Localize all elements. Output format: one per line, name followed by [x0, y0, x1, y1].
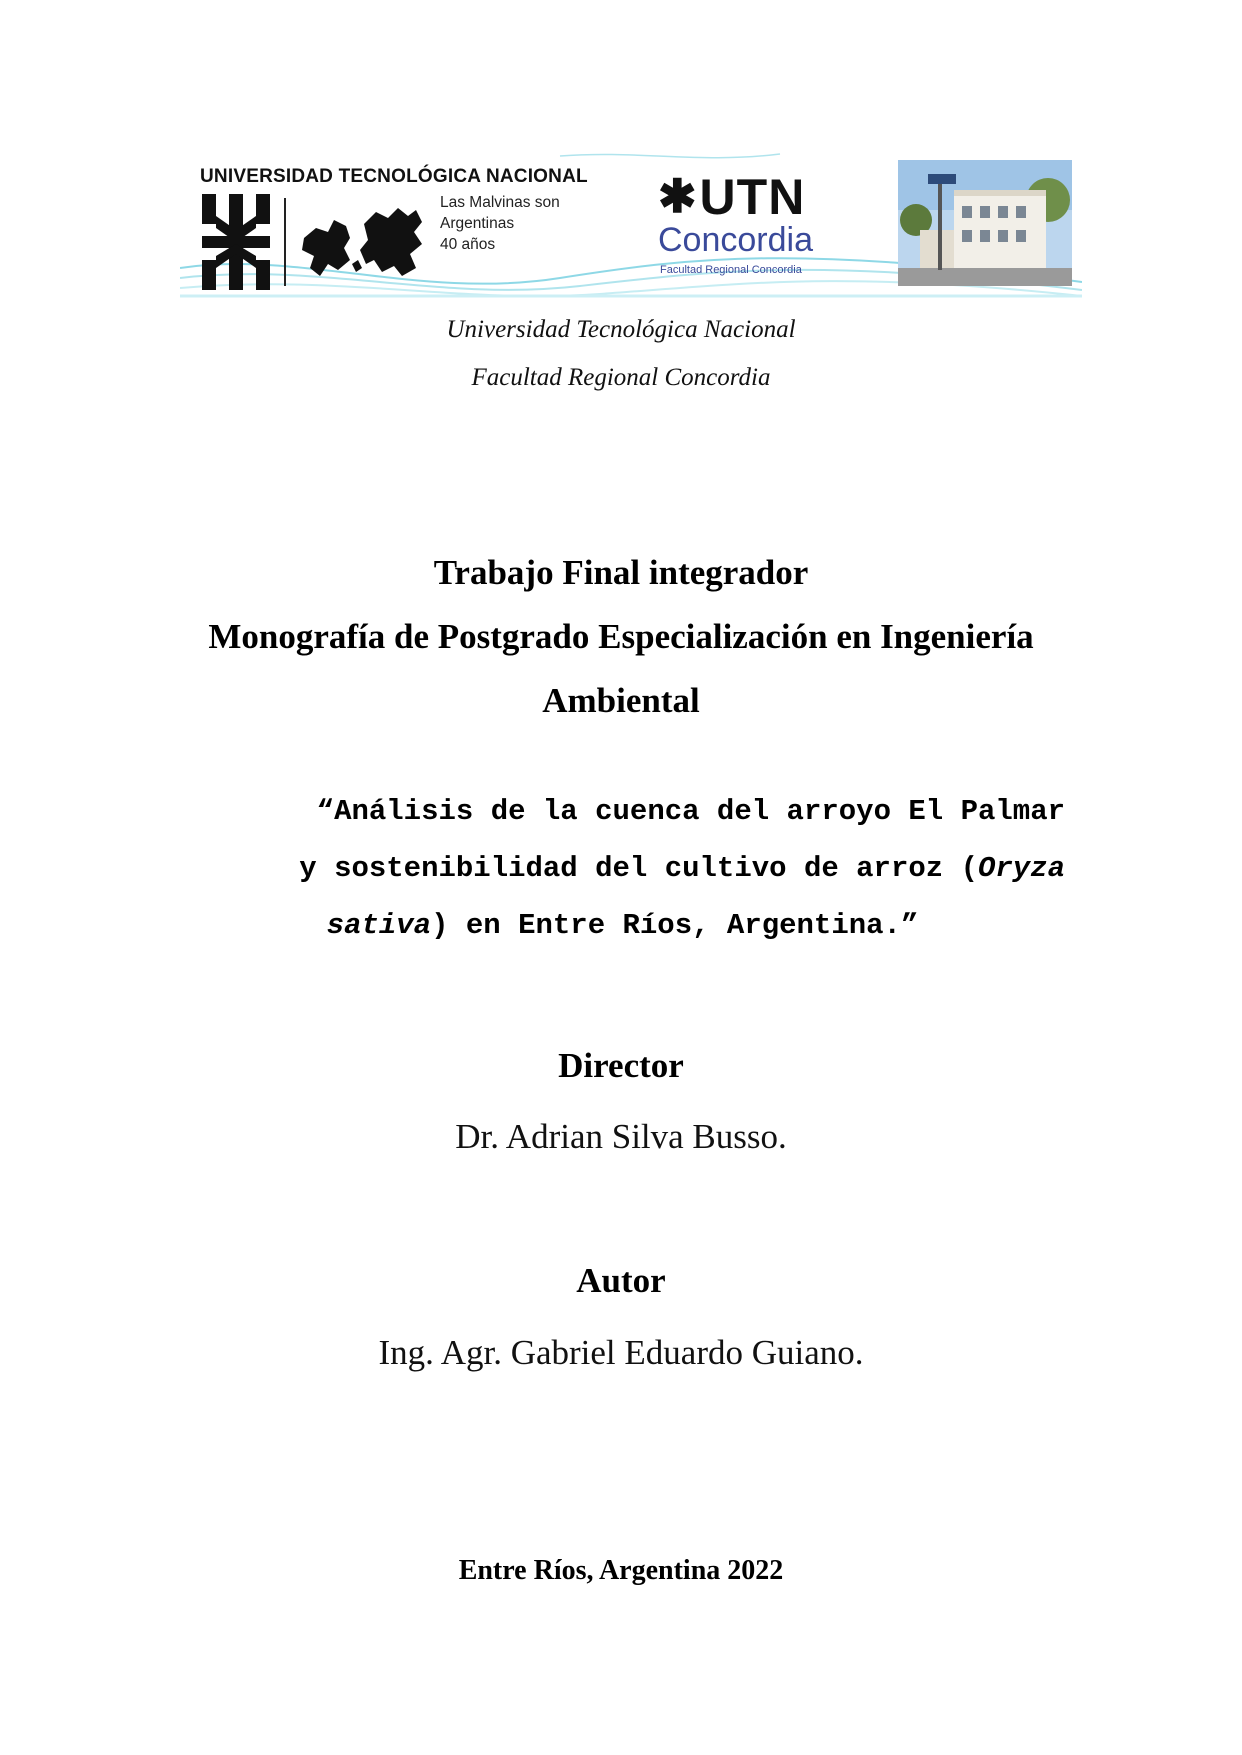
malvinas-line-1: Las Malvinas son	[440, 194, 560, 211]
malvinas-islands-icon	[298, 198, 430, 294]
title-line-3: Ambiental	[542, 681, 700, 720]
utn-logo-text: UTN	[699, 169, 806, 225]
institution-line-1: Universidad Tecnológica Nacional	[446, 316, 796, 343]
concordia-logo-text: Concordia	[658, 221, 813, 259]
thesis-genus: Oryza	[977, 852, 1065, 885]
institution-line-2: Facultad Regional Concordia	[471, 364, 771, 391]
thesis-species: sativa	[326, 909, 432, 942]
utn-logo	[658, 169, 806, 225]
university-name: UNIVERSIDAD TECNOLÓGICA NACIONAL	[200, 166, 588, 187]
title-line-1: Trabajo Final integrador	[433, 553, 809, 592]
divider	[284, 198, 286, 286]
title-line-2: Monografía de Postgrado Especialización en Ingeniería	[208, 617, 1034, 656]
author-name: Ing. Agr. Gabriel Eduardo Guiano.	[378, 1333, 864, 1372]
thesis-title	[180, 783, 1065, 954]
malvinas-text	[440, 192, 560, 255]
header-banner	[180, 150, 1082, 298]
malvinas-line-2: Argentinas	[440, 215, 515, 232]
thesis-line-3-text: ) en Entre Ríos, Argentina.”	[431, 909, 919, 942]
place-and-year: Entre Ríos, Argentina 2022	[458, 1555, 784, 1586]
utn-star-icon: ✱	[658, 170, 698, 222]
utn-emblem-icon	[202, 194, 270, 290]
thesis-line-2	[180, 840, 1065, 897]
director-label: Director	[558, 1046, 684, 1085]
malvinas-line-3: 40 años	[440, 236, 496, 253]
director-name: Dr. Adrian Silva Busso.	[455, 1117, 787, 1156]
regional-caption: Facultad Regional Concordia	[660, 264, 802, 276]
thesis-line-2-text: y sostenibilidad del cultivo de arroz (	[299, 852, 978, 885]
document-title	[0, 541, 1242, 733]
author-label: Autor	[576, 1261, 666, 1300]
thesis-line-1: “Análisis de la cuenca del arroyo El Palmar	[316, 795, 1065, 828]
thesis-line-3	[180, 897, 1065, 954]
building-photo	[898, 160, 1072, 286]
